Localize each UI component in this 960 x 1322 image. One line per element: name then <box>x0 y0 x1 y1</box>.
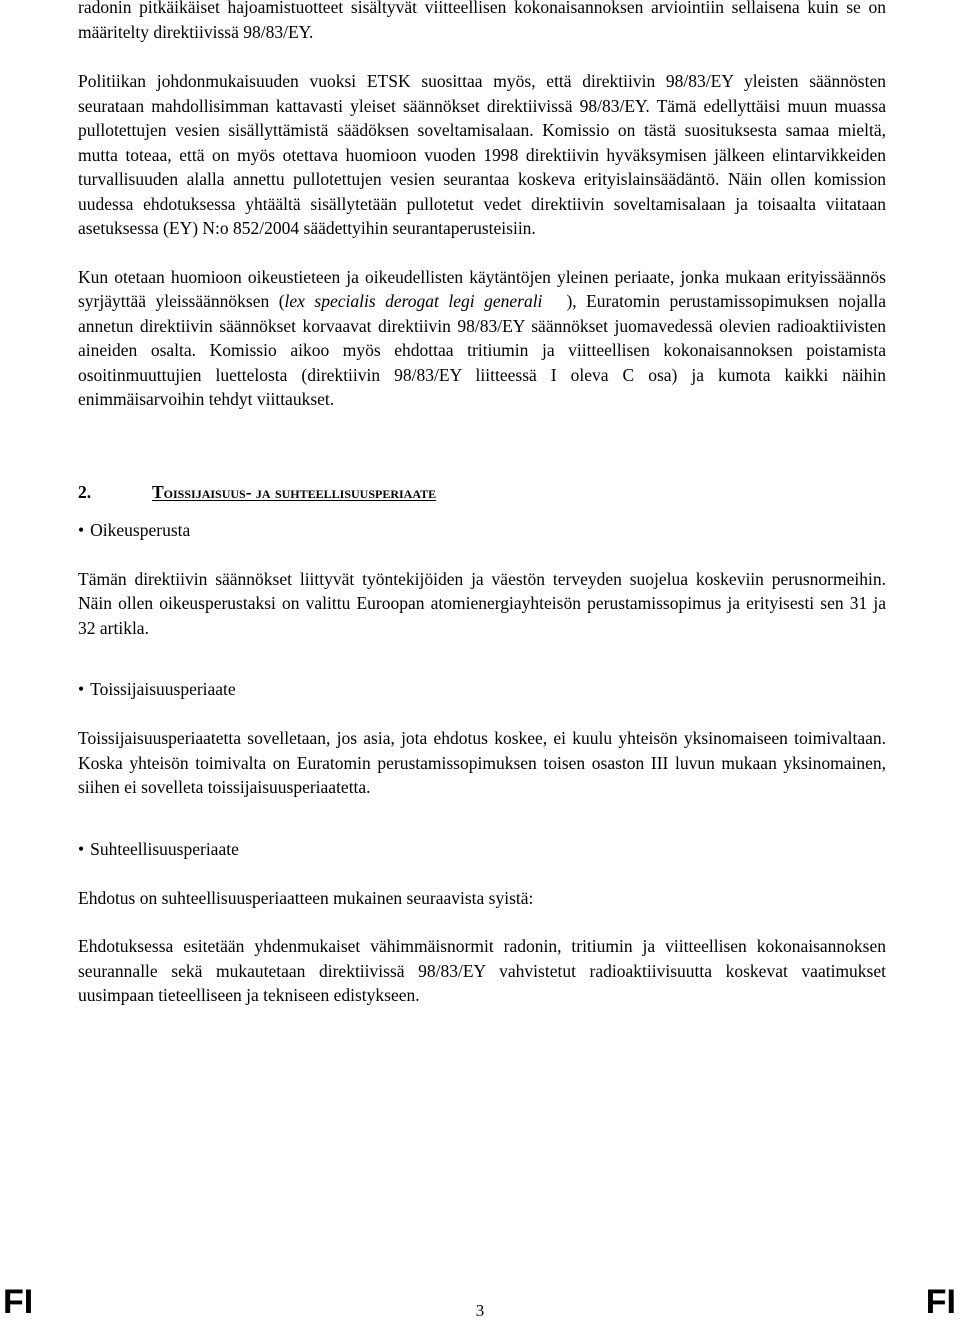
paragraph-lex-specialis-after: ), Euratomin perustamissopimuksen nojalla annetun direktiivin säännökset korvaavat direktiivin 98/83/EY säännökset juomavedessä olevien radioaktiivisten aineiden osalta. Komissio aikoo myös ehdottaa tritiumin ja viitteellisen kokonaisannoksen poistamista osoitinmuuttujien luettelosta (direktiivin 98/83/EY liitteessä I oleva C osa) ja kumota kaikki näihin enimmäisarvoihin tehdyt viittaukset. <box>78 291 886 409</box>
bullet-label-legal-basis: Oikeusperusta <box>90 519 191 540</box>
page-number: 3 <box>475 1301 485 1320</box>
footer-language-left: FI <box>3 1283 34 1321</box>
paragraph-proportionality-reason: Ehdotuksessa esitetään yhdenmukaiset vähimmäisnormit radonin, tritiumin ja viitteellisen kokonaisannoksen seurannalle sekä mukautetaan direktiivissä 98/83/EY vahvistetut radioaktiivisuutta koskevat vaatimukset uusimpaan tieteelliseen ja tekniseen edistykseen. <box>78 936 886 1005</box>
bullet-legal-basis <box>78 518 886 542</box>
lex-specialis-phrase: lex specialis derogat legi generali <box>284 291 543 311</box>
document-page <box>78 0 886 1008</box>
bullet-icon: • <box>78 519 85 540</box>
paragraph-lex-specialis-before: Kun otetaan huomioon oikeustieteen ja oikeudellisten käytäntöjen yleinen periaate, jonka mukaan erityissäännös syrjäyttää yleissäännöksen ( <box>78 266 886 311</box>
bullet-icon: • <box>78 679 85 699</box>
section-number: 2. <box>78 481 92 502</box>
paragraph-radon-continuation: radonin pitkäikäiset hajoamistuotteet sisältyvät viitteellisen kokonaisannoksen arviointiin sellaisena kuin se on määritelty direktiivissä 98/83/EY. <box>78 0 886 42</box>
bullet-proportionality <box>78 837 886 861</box>
paragraph-subsidiarity: Toissijaisuusperiaatetta sovelletaan, jos asia, jota ehdotus koskee, ei kuulu yhteisön yksinomaiseen toimivaltaan. Koska yhteisön toimivalta on Euratomin perustamissopimuksen toisen osaston III luvun mukaan yksinomainen, siihen ei sovelleta toissijaisuusperiaatetta. <box>78 728 886 797</box>
bullet-label-proportionality: Suhteellisuusperiaate <box>90 838 239 859</box>
bullet-subsidiarity <box>78 677 886 701</box>
bullet-icon: • <box>78 838 85 859</box>
paragraph-lex-specialis <box>78 265 886 412</box>
bullet-label-subsidiarity: Toissijaisuusperiaate <box>90 679 236 699</box>
section-title: Toissijaisuus- ja suhteellisuusperiaate <box>152 481 437 502</box>
section-heading <box>78 480 886 504</box>
paragraph-legal-basis: Tämän direktiivin säännökset liittyvät työntekijöiden ja väestön terveyden suojelua koskeviin perusnormeihin. Näin ollen oikeusperustaksi on valittu Euroopan atomienergiayhteisön perustamissopimus ja erityisesti sen 31 ja 32 artikla. <box>78 568 886 638</box>
paragraph-proportionality-intro: Ehdotus on suhteellisuusperiaatteen mukainen seuraavista syistä: <box>78 887 534 908</box>
footer-language-right: FI <box>925 1283 956 1321</box>
paragraph-policy-consistency: Politiikan johdonmukaisuuden vuoksi ETSK suosittaa myös, että direktiivin 98/83/EY yleisten säännösten seurataan mahdollisimman kattavasti yleiset säännökset direktiivissä 98/83/EY. Tämä edellyttäisi muun muassa pullotettujen vesien sisällyttämistä säädöksen soveltamisalaan. Komissio on tästä suosituksesta samaa mieltä, mutta toteaa, että on myös otettava huomioon vuoden 1998 direktiivin hyväksymisen jälkeen elintarvikkeiden turvallisuuden alalla annettu pullotettujen vesien seurantaa koskeva erityislainsäädäntö. Näin ollen komission uudessa ehdotuksessa yhtäältä sisällytetään pullotetut vedet direktiivin soveltamisalaan ja toisaalta viitataan asetuksessa (EY) N:o 852/2004 säädettyihin seurantaperusteisiin. <box>78 71 886 238</box>
